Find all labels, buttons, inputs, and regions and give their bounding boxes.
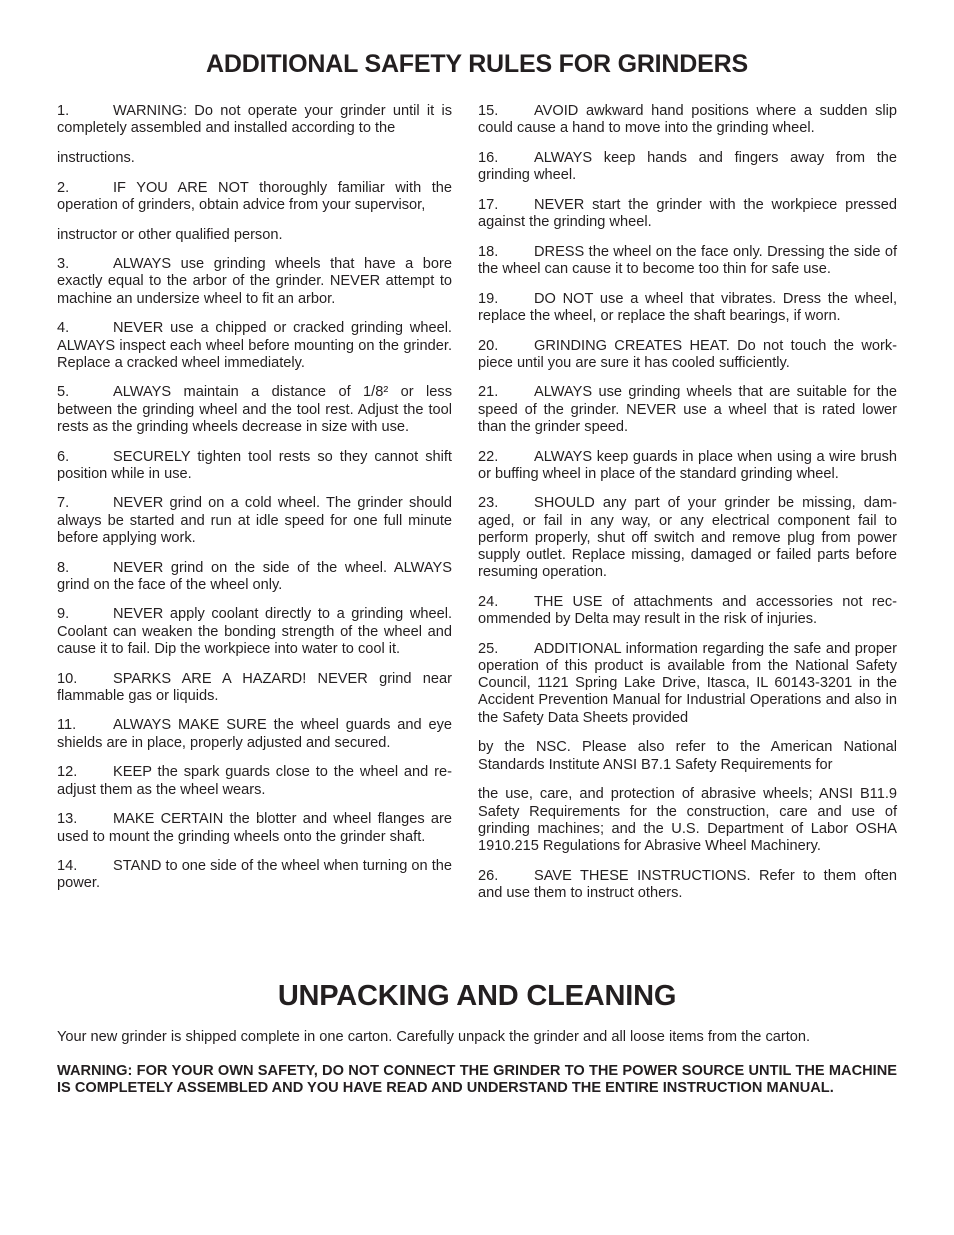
safety-rule-continuation [478,739,897,773]
rule-number: 15. [478,103,499,119]
rule-text: NEVER start the grinder with the workpiece pressed against the grinding wheel. [478,196,897,231]
rule-number: 7. [57,495,70,512]
rule-text: NEVER grind on the side of the wheel. ALWAYS grind on the face of the wheel only. [57,559,452,593]
rule-text: SHOULD any part of your grinder be missing, dam-aged, or fail in any way, or any electrical component fail to perform properly, shut off switch and remove plug from power supply outlet. Replace missing, damaged or failed parts before resuming operation. [478,495,897,581]
rule-number: 10. [57,670,78,687]
rule-text: NEVER grind on a cold wheel. The grinder should always be started and run at idle speed for one full minute before applying work. [57,495,452,546]
rule-text: MAKE CERTAIN the blotter and wheel flanges are used to mount the grinding wheels onto the grinder shaft. [57,811,452,845]
rule-text: ALWAYS maintain a distance of 1/8² or less between the grinding wheel and the tool rest. Adjust the tool rests as the grinding wheels decrease in size with use. [57,384,452,435]
safety-rule [478,868,897,902]
safety-rule [57,811,452,845]
rule-number: 20. [478,337,499,354]
rule-text: DRESS the wheel on the face only. Dressing the side of the wheel can cause it to become too thin for safe use. [478,243,897,277]
rule-number: 16. [478,149,499,166]
section-title-unpacking: UNPACKING AND CLEANING [277,980,677,1012]
rule-text: by the NSC. Please also refer to the American National Standards Institute ANSI B7.1 Safety Requirements for [478,739,897,773]
section-title-safety-rules: ADDITIONAL SAFETY RULES FOR GRINDERS [206,50,748,78]
rule-text: SECURELY tighten tool rests so they cannot shift position while in use. [57,448,452,482]
rule-text: SPARKS ARE A HAZARD! NEVER grind near flammable gas or liquids. [57,670,452,704]
safety-rule-continuation [57,227,452,244]
safety-rule [478,150,897,184]
rule-text: ALWAYS use grinding wheels that have a bore exactly equal to the arbor of the grinder. NEVER attempt to machine an undersize wheel to fit an arbor. [57,256,452,307]
rule-number: 18. [478,243,499,260]
rule-text: IF YOU ARE NOT thoroughly familiar with the operation of grinders, obtain advice from your supervisor, [57,179,452,213]
safety-rule [57,606,452,658]
unpacking-warning-text: WARNING: FOR YOUR OWN SAFETY, DO NOT CONNECT THE GRINDER TO THE POWER SOURCE UNTIL THE MACHINE IS COMPLETELY ASSEMBLED AND YOU HAVE READ AND UNDERSTAND THE ENTIRE INSTRUCTION MANUAL. [57,1063,897,1097]
safety-rule [478,244,897,278]
safety-rule [478,495,897,581]
rule-number: 26. [478,867,499,884]
safety-rule [478,103,897,137]
rule-number: 24. [478,593,499,610]
safety-rule [478,641,897,727]
rule-number: 11. [57,717,77,734]
rule-number: 2. [57,179,70,196]
rule-number: 12. [57,764,78,781]
rule-text: ALWAYS use grinding wheels that are suitable for the speed of the grinder. NEVER use a wheel that is rated lower than the grinder speed. [478,384,897,435]
safety-rule [57,449,452,483]
rule-text: GRINDING CREATES HEAT. Do not touch the work-piece until you are sure it has cooled sufficiently. [478,337,897,371]
safety-rule [57,180,452,214]
rule-text: AVOID awkward hand positions where a sudden slip could cause a hand to move into the grinding wheel. [478,103,897,137]
safety-rule [57,495,452,547]
rule-text: ALWAYS MAKE SURE the wheel guards and eye shields are in place, properly adjusted and secured. [57,717,452,751]
rule-text: ALWAYS keep hands and fingers away from the grinding wheel. [478,149,897,184]
safety-rule [57,717,452,751]
rule-number: 21. [478,384,499,401]
rule-text: ADDITIONAL information regarding the safe and proper operation of this product is available from the National Safety Council, 1121 Spring Lake Drive, Itasca, IL 60143-3201 in the Accident Prevention Manual for Industrial Operations and also in the Safety Data Sheets provided [478,640,897,726]
safety-rule [57,103,452,137]
safety-rule [57,560,452,594]
rule-number: 3. [57,256,70,273]
unpacking-intro-text: Your new grinder is shipped complete in one carton. Carefully unpack the grinder and all loose items from the carton. [57,1029,811,1045]
safety-rule [478,338,897,372]
safety-rule [57,384,452,436]
rule-text: the use, care, and protection of abrasive wheels; ANSI B11.9 Safety Requirements for the construction, care and use of grinding machines; and the U.S. Department of Labor OSHA 1910.215 Regulations for Abrasive Wheel Machinery. [478,786,897,854]
rule-number: 9. [57,606,70,623]
rule-number: 22. [478,448,499,465]
rule-number: 5. [57,384,70,401]
safety-rule [478,197,897,231]
rule-text: NEVER apply coolant directly to a grinding wheel. Coolant can weaken the bonding strength of the wheel and cause it to fail. Dip the workpiece into water to cool it. [57,606,452,657]
safety-rule [478,384,897,436]
rule-number: 25. [478,640,499,657]
rule-number: 8. [57,559,70,576]
safety-rules-left-column [57,103,452,905]
rule-text: SAVE THESE INSTRUCTIONS. Refer to them often and use them to instruct others. [478,867,897,901]
rule-text: NEVER use a chipped or cracked grinding wheel. ALWAYS inspect each wheel before mounting on the grinder. Replace a cracked wheel immediately. [57,320,452,371]
rule-text: DO NOT use a wheel that vibrates. Dress the wheel, replace the wheel, or replace the shaft bearings, if worn. [478,290,897,324]
rule-number: 13. [57,811,78,828]
rule-number: 23. [478,495,499,512]
safety-rule [57,256,452,308]
safety-rules-right-column [478,103,897,915]
rule-text: STAND to one side of the wheel when turning on the power. [57,858,452,892]
safety-rule [57,320,452,372]
rule-number: 4. [57,320,70,337]
safety-rule [57,764,452,798]
rule-text: KEEP the spark guards close to the wheel and re-adjust them as the wheel wears. [57,764,452,798]
safety-rule [57,858,452,892]
safety-rule-continuation [478,786,897,855]
safety-rule [57,671,452,705]
safety-rule [478,594,897,628]
rule-number: 6. [57,448,70,465]
rule-text: WARNING: Do not operate your grinder until it is completely assembled and installed according to the [57,103,452,137]
rule-text: ALWAYS keep guards in place when using a wire brush or buffing wheel in place of the standard grinding wheel. [478,448,897,482]
rule-text: instructor or other qualified person. [57,226,283,243]
rule-number: 19. [478,290,499,307]
safety-rule [478,291,897,325]
rule-text: THE USE of attachments and accessories not rec-ommended by Delta may result in the risk of injuries. [478,593,897,628]
safety-rule-continuation [57,150,452,167]
rule-number: 17. [478,196,499,213]
rule-text: instructions. [57,149,135,166]
rule-number: 1. [57,103,70,119]
rule-number: 14. [57,858,78,875]
safety-rule [478,449,897,483]
